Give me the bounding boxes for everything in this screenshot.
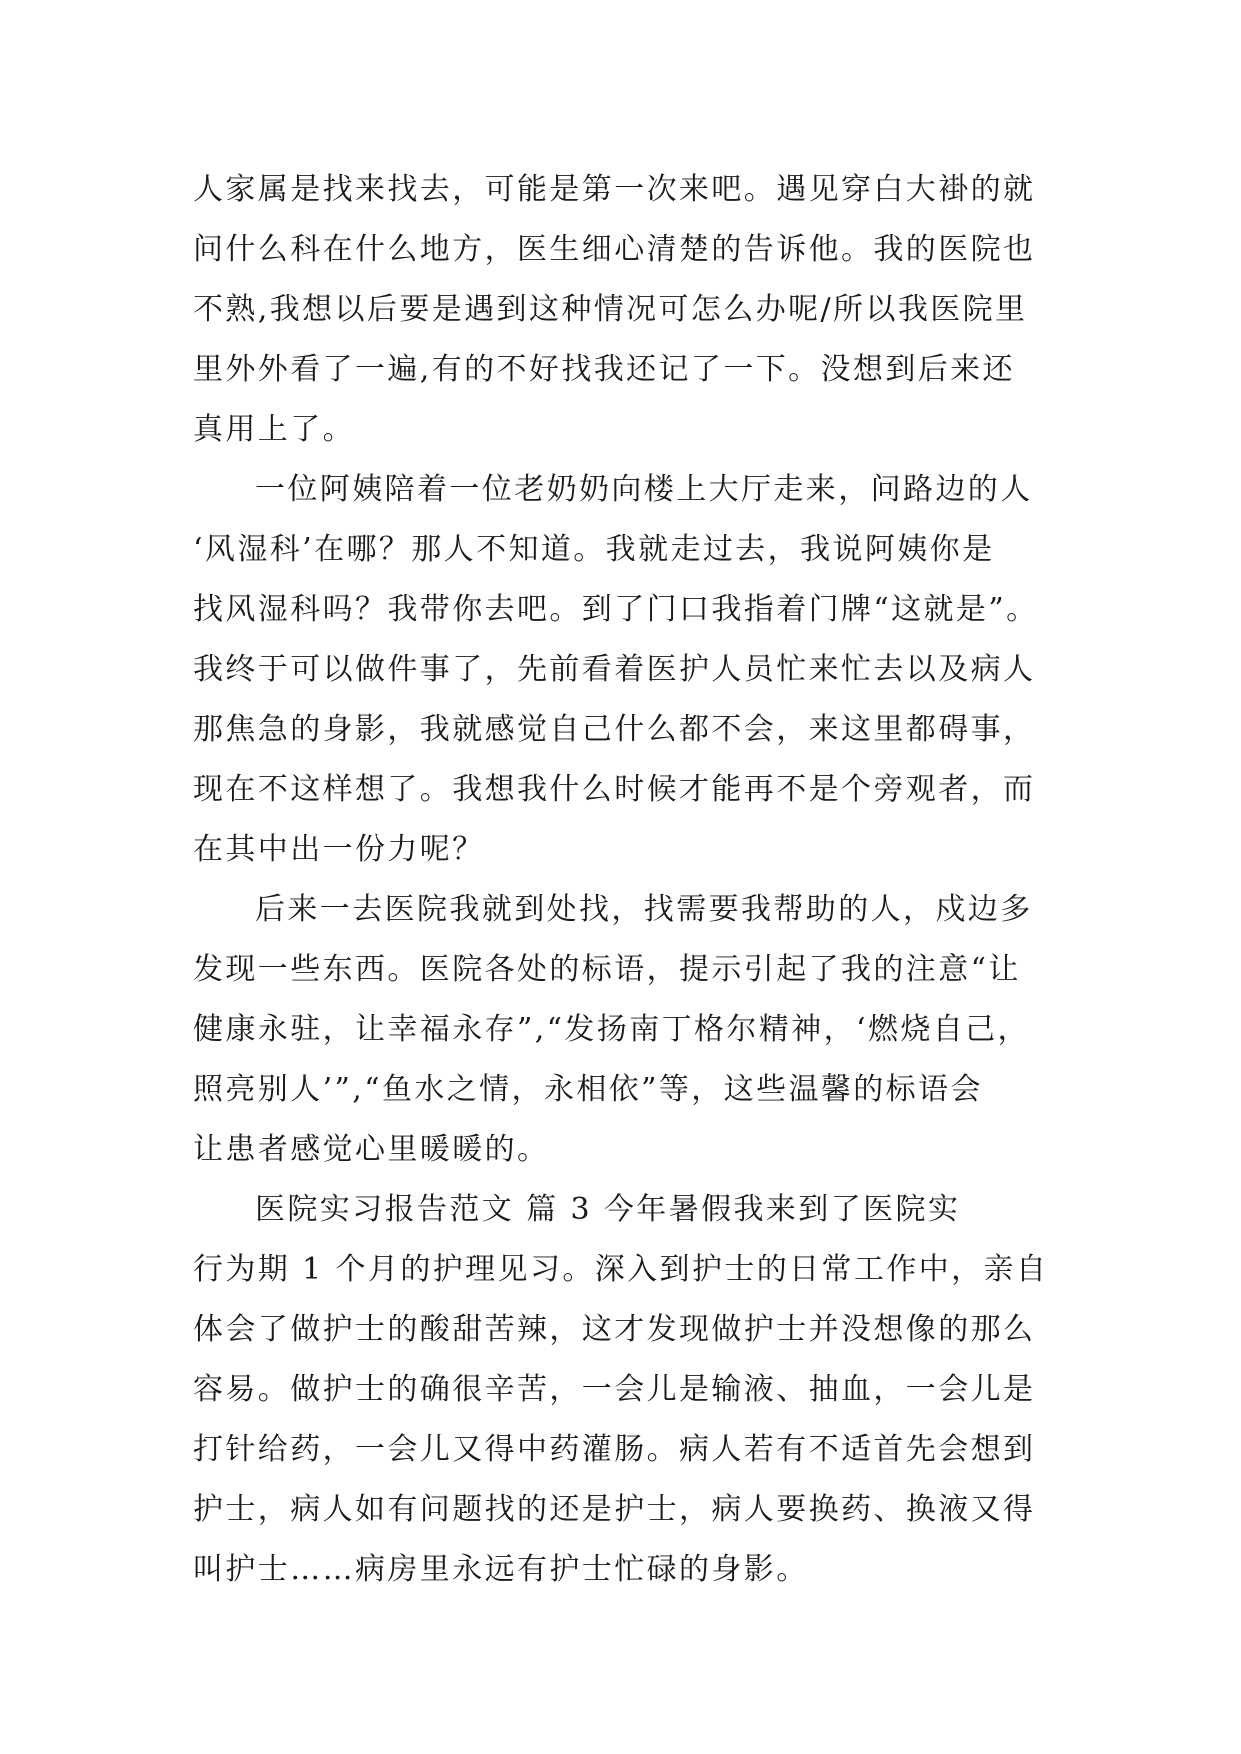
document-body [193, 160, 1063, 1600]
paragraph-4 [193, 1180, 1063, 1600]
text-line: 叫护士……病房里永远有护士忙碌的身影。 [193, 1552, 809, 1587]
text-line: 真用上了。 [193, 412, 355, 447]
text-line: ‘风湿科’在哪？那人不知道。我就走过去，我说阿姨你是 [193, 532, 995, 567]
text-line: 后来一去医院我就到处找，找需要我帮助的人，戍边多 [255, 892, 1033, 927]
text-line: 在其中出一份力呢？ [193, 832, 485, 867]
text-line: 行为期 1 个月的护理见习。深入到护士的日常工作中，亲自 [193, 1252, 1049, 1287]
text-line: 那焦急的身影，我就感觉自己什么都不会，来这里都碍事， [193, 712, 1036, 747]
paragraph-2 [193, 460, 1063, 880]
text-line: 发现一些东西。医院各处的标语，提示引起了我的注意“让 [193, 952, 1021, 987]
text-line: 医院实习报告范文 篇 3 今年暑假我来到了医院实 [255, 1192, 961, 1227]
text-line: 里外外看了一遍,有的不好找我还记了一下。没想到后来还 [193, 352, 1015, 387]
paragraph-3 [193, 880, 1063, 1180]
text-line: 找风湿科吗？我带你去吧。到了门口我指着门牌“这就是”。 [193, 592, 1039, 627]
text-line: 现在不这样想了。我想我什么时候才能再不是个旁观者，而 [193, 772, 1036, 807]
text-line: 不熟,我想以后要是遇到这种情况可怎么办呢/所以我医院里 [193, 292, 1028, 327]
text-line: 人家属是找来找去，可能是第一次来吧。遇见穿白大褂的就 [193, 172, 1036, 207]
text-line: 一位阿姨陪着一位老奶奶向楼上大厅走来，问路边的人 [255, 472, 1033, 507]
text-line: 健康永驻，让幸福永存”,“发扬南丁格尔精神，‘燃烧自己， [193, 1012, 1030, 1047]
text-line: 照亮别人’”,“鱼水之情，永相依”等，这些温馨的标语会 [193, 1072, 983, 1107]
text-line: 容易。做护士的确很辛苦，一会儿是输液、抽血，一会儿是 [193, 1372, 1036, 1407]
text-line: 我终于可以做件事了，先前看着医护人员忙来忙去以及病人 [193, 652, 1036, 687]
paragraph-1 [193, 160, 1063, 460]
text-line: 打针给药，一会儿又得中药灌肠。病人若有不适首先会想到 [193, 1432, 1036, 1467]
text-line: 让患者感觉心里暖暖的。 [193, 1132, 550, 1167]
text-line: 护士，病人如有问题找的还是护士，病人要换药、换液又得 [193, 1492, 1036, 1527]
text-line: 问什么科在什么地方，医生细心清楚的告诉他。我的医院也 [193, 232, 1036, 267]
text-line: 体会了做护士的酸甜苦辣，这才发现做护士并没想像的那么 [193, 1312, 1036, 1347]
